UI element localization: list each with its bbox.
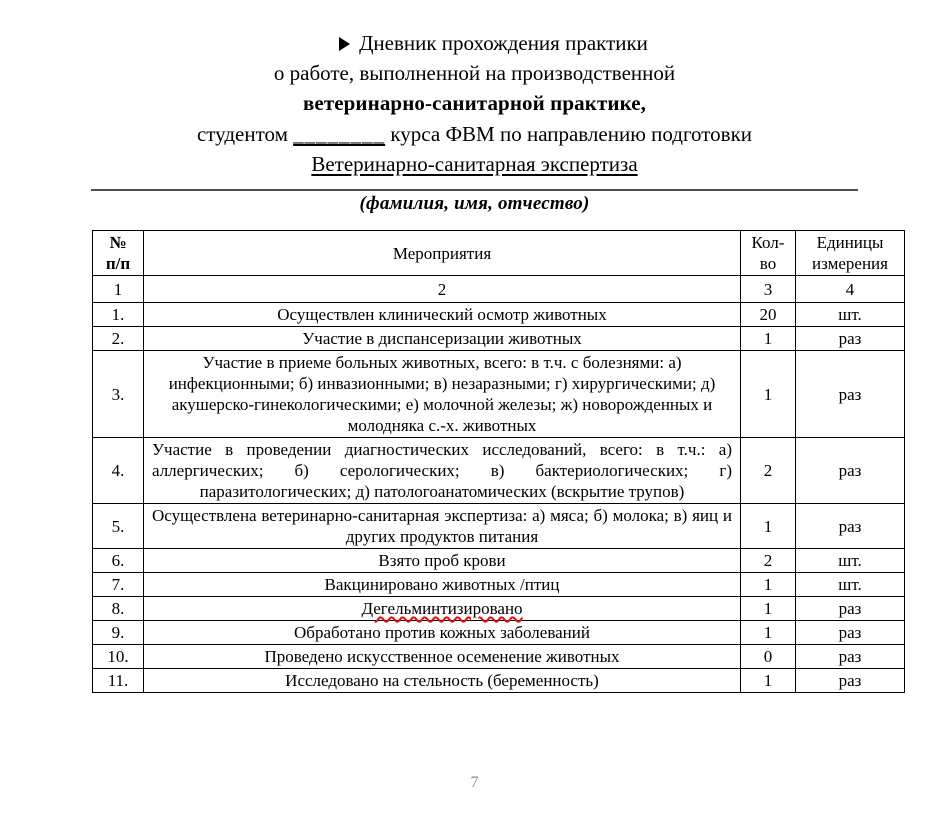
- table-body: [93, 303, 905, 693]
- row-number-cell: 9.: [93, 621, 144, 645]
- row-event-cell: Участие в диспансеризации животных: [144, 327, 741, 351]
- column-number-1: 1: [93, 276, 144, 303]
- fio-divider-rule: [91, 189, 858, 191]
- table-row: [93, 327, 905, 351]
- header-cell-unit: [796, 231, 905, 276]
- program-name-text: Ветеринарно-санитарная экспертиза: [311, 152, 638, 176]
- row-quantity-cell: 0: [741, 645, 796, 669]
- page-number: 7: [470, 774, 479, 791]
- heading-line-title: [0, 28, 949, 58]
- row-quantity-cell: 2: [741, 549, 796, 573]
- table-row: [93, 645, 905, 669]
- document-heading: [0, 0, 949, 179]
- row-unit-cell: раз: [796, 327, 905, 351]
- row-quantity-cell: 1: [741, 573, 796, 597]
- table-header-row: [93, 231, 905, 276]
- row-event-cell: Исследовано на стельность (беременность): [144, 669, 741, 693]
- diary-table: [92, 230, 905, 693]
- row-number-cell: 6.: [93, 549, 144, 573]
- table-column-number-row: [93, 276, 905, 303]
- student-prefix-text: студентом: [196, 122, 288, 146]
- row-event-cell: Участие в проведении диагностических исследований, всего: в т.ч.: а) аллергических; б) серологических; в) бактериологических; г) паразитологических; д) патологоанатомических (вскрытие трупов): [144, 438, 741, 504]
- table-row: [93, 549, 905, 573]
- row-event-cell: Взято проб крови: [144, 549, 741, 573]
- column-number-2: 2: [144, 276, 741, 303]
- row-unit-cell: раз: [796, 621, 905, 645]
- row-quantity-cell: 1: [741, 669, 796, 693]
- header-qty-line2: во: [759, 254, 777, 273]
- header-cell-number: [93, 231, 144, 276]
- header-qty-line1: Кол-: [751, 233, 785, 252]
- header-cell-quantity: [741, 231, 796, 276]
- student-suffix-text: курса ФВМ по направлению подготовки: [390, 122, 753, 146]
- heading-line-student: [0, 119, 949, 149]
- row-unit-cell: шт.: [796, 549, 905, 573]
- row-quantity-cell: 1: [741, 504, 796, 549]
- table-row: [93, 597, 905, 621]
- row-unit-cell: раз: [796, 645, 905, 669]
- row-event-cell: Участие в приеме больных животных, всего: в т.ч. с болезнями: а) инфекционными; б) инвазионными; в) незаразными; г) хирургическими; д) акушерско-гинекологическими; е) молочной железы; ж) новорожденных и молодняка с.-х. животных: [144, 351, 741, 438]
- header-unit-line1: Единицы: [816, 233, 884, 252]
- header-number-line2: п/п: [105, 254, 131, 273]
- row-quantity-cell: 1: [741, 597, 796, 621]
- row-event-cell: Проведено искусственное осеменение животных: [144, 645, 741, 669]
- heading-line-program: [0, 149, 949, 179]
- table-row: [93, 351, 905, 438]
- table-row: [93, 438, 905, 504]
- header-cell-event: Мероприятия: [144, 231, 741, 276]
- row-event-cell: Осуществлена ветеринарно-санитарная экспертиза: а) мяса; б) молока; в) яиц и других продуктов питания: [144, 504, 741, 549]
- row-event-cell: Вакцинировано животных /птиц: [144, 573, 741, 597]
- table-row: [93, 573, 905, 597]
- column-number-3: 3: [741, 276, 796, 303]
- table-row: [93, 303, 905, 327]
- row-number-cell: 8.: [93, 597, 144, 621]
- heading-line-subtitle: о работе, выполненной на производственной: [273, 61, 676, 85]
- row-unit-cell: раз: [796, 669, 905, 693]
- fio-caption: (фамилия, имя, отчество): [359, 193, 590, 214]
- row-number-cell: 7.: [93, 573, 144, 597]
- row-unit-cell: раз: [796, 438, 905, 504]
- row-quantity-cell: 20: [741, 303, 796, 327]
- table-row: [93, 504, 905, 549]
- column-number-4: 4: [796, 276, 905, 303]
- row-unit-cell: шт.: [796, 573, 905, 597]
- diary-table-container: [92, 230, 904, 693]
- row-number-cell: 3.: [93, 351, 144, 438]
- row-quantity-cell: 1: [741, 351, 796, 438]
- row-event-cell: Обработано против кожных заболеваний: [144, 621, 741, 645]
- row-unit-cell: раз: [796, 597, 905, 621]
- course-number-blank[interactable]: ________: [293, 122, 386, 146]
- table-row: [93, 669, 905, 693]
- misspelled-word: Дегельминтизировано: [361, 599, 523, 618]
- table-header: [93, 231, 905, 303]
- row-unit-cell: раз: [796, 504, 905, 549]
- row-number-cell: 5.: [93, 504, 144, 549]
- row-event-cell: Осуществлен клинический осмотр животных: [144, 303, 741, 327]
- row-quantity-cell: 2: [741, 438, 796, 504]
- row-number-cell: 1.: [93, 303, 144, 327]
- row-number-cell: 10.: [93, 645, 144, 669]
- triangle-right-icon[interactable]: [339, 37, 350, 51]
- row-quantity-cell: 1: [741, 621, 796, 645]
- row-number-cell: 11.: [93, 669, 144, 693]
- row-event-cell: [144, 597, 741, 621]
- row-quantity-cell: 1: [741, 327, 796, 351]
- row-number-cell: 4.: [93, 438, 144, 504]
- header-number-line1: №: [109, 233, 127, 252]
- heading-title-text: Дневник прохождения практики: [359, 31, 648, 55]
- header-unit-line2: измерения: [812, 254, 888, 273]
- row-unit-cell: шт.: [796, 303, 905, 327]
- table-row: [93, 621, 905, 645]
- row-unit-cell: раз: [796, 351, 905, 438]
- heading-line-practice-type: ветеринарно-санитарной практике,: [302, 91, 647, 115]
- row-number-cell: 2.: [93, 327, 144, 351]
